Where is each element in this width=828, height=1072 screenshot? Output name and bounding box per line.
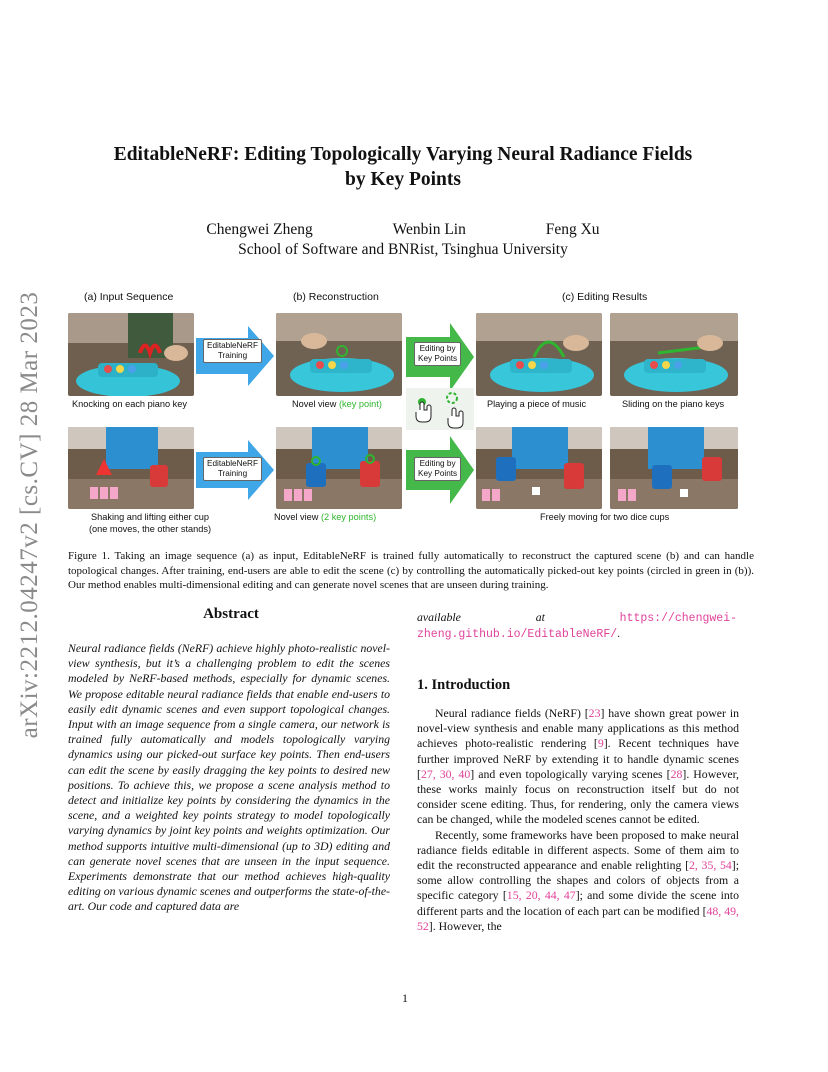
edit-label-row2 — [414, 457, 461, 481]
train-label-row2-line2: Training — [217, 469, 248, 478]
train-label-row1-line2: Training — [217, 351, 248, 360]
cap-row1-recon-green: (key point) — [338, 399, 382, 409]
photo-cups-edit1 — [476, 427, 602, 509]
photo-cups-novel-view — [276, 427, 402, 509]
citation-link[interactable]: 2, 35, 54 — [689, 858, 732, 873]
availability-suffix: . — [617, 626, 621, 641]
fig-head-editing: (c) Editing Results — [562, 291, 648, 303]
cap-row2-edit: Freely moving for two dice cups — [540, 512, 670, 522]
intro-body — [417, 706, 739, 934]
intro-p1-text-4: ] and even topologically varying scenes [ — [470, 766, 671, 781]
cap-row1-recon-prefix: Novel view — [292, 399, 339, 409]
intro-paragraph-2 — [417, 828, 739, 934]
intro-heading: 1. Introduction — [417, 677, 511, 693]
citation-link[interactable]: 48, 49, 52 — [417, 903, 739, 933]
arxiv-stamp-text: arXiv:2212.04247v2 [cs.CV] 28 Mar 2023 — [16, 291, 43, 739]
arxiv-stamp — [10, 270, 50, 760]
edit-label-row1-line2: Key Points — [418, 354, 458, 363]
cap-row2-input-line2: (one moves, the other stands) — [88, 523, 212, 534]
title-line-2: by Key Points — [345, 169, 461, 190]
photo-piano-novel-view — [276, 313, 402, 396]
page-number: 1 — [402, 991, 408, 1005]
photo-piano-edit-music — [476, 313, 602, 396]
intro-p1-text-3: ]. Recent techniques have further improved NeRF by extending it to handle dynamic scenes [ — [417, 736, 739, 781]
cap-row2-recon-green: (2 key points) — [320, 512, 377, 522]
author-2: Wenbin Lin — [392, 221, 466, 238]
intro-p1-text-2: ] have shown great power in novel-view synthesis and enable many applications as this method achieves photo-realistic rendering [ — [417, 706, 739, 751]
cap-row2-recon — [274, 512, 376, 524]
intro-p1-text-5: ]. However, these works mainly focus on reconstruction itself but do not consider scene editing. Thus, for rendering, only the camera views can be changed, while the modeled scenes cannot be edited. — [417, 766, 739, 827]
photo-piano-input — [68, 313, 194, 396]
paper-title — [60, 142, 746, 192]
cap-row1-edit1: Playing a piece of music — [487, 399, 587, 409]
photo-cups-input — [68, 427, 194, 509]
cap-row1-edit2: Sliding on the piano keys — [622, 399, 725, 409]
citation-link[interactable]: 15, 20, 44, 47 — [506, 888, 576, 903]
intro-p2-text-2: ]; some allow controlling the shapes and colors of objects from a specific category [ — [417, 858, 739, 903]
intro-p1-text-1: Neural radiance fields (NeRF) [ — [435, 706, 589, 720]
intro-p2-text-3: ]; and some divide the scene into different parts and the location of each part can be modified [ — [417, 888, 739, 918]
intro-p2-text-4: ]. However, the — [428, 918, 502, 933]
citation-link[interactable]: 23 — [588, 706, 601, 720]
project-url-link[interactable]: https://chengwei-zheng.github.io/EditableNeRF/ — [417, 612, 737, 642]
drag-hand-icon — [406, 388, 474, 430]
author-block — [60, 220, 746, 260]
fig-head-reconstruction: (b) Reconstruction — [293, 291, 379, 303]
photo-cups-edit2 — [610, 427, 738, 509]
title-line-1: EditableNeRF: Editing Topologically Varying Neural Radiance Fields — [113, 144, 693, 165]
edit-label-row2-line1: Editing by — [419, 459, 456, 468]
fig-head-input: (a) Input Sequence — [84, 291, 174, 303]
citation-link[interactable]: 9 — [597, 736, 604, 751]
author-1: Chengwei Zheng — [206, 221, 313, 238]
availability-prefix: available at — [417, 610, 620, 624]
abstract-heading: Abstract — [203, 606, 259, 622]
citation-link[interactable]: 27, 30, 40 — [420, 766, 471, 781]
figure-caption: Figure 1. Taking an image sequence (a) as input, EditableNeRF is trained fully automatically to reconstruct the captured scene (b) and can handle topological changes. After training, end-users are able to edit the scene (c) by controlling the automatically picked-out key points (circled in green in (b)). Our method enables multi-dimensional editing and can generate novel scenes that are unseen during training. — [68, 550, 754, 592]
affiliation: School of Software and BNRist, Tsinghua University — [238, 241, 568, 258]
cap-row2-recon-prefix: Novel view — [274, 512, 321, 522]
intro-p2-text-1: Recently, some frameworks have been proposed to make neural radiance fields editable in different aspects. Some of them aim to edit the reconstructed appearance and enable relighting [ — [417, 827, 739, 873]
edit-label-row1-line1: Editing by — [419, 344, 456, 353]
train-label-row1 — [203, 339, 262, 363]
photo-piano-edit-slide — [610, 313, 738, 396]
edit-label-row2-line2: Key Points — [418, 469, 458, 478]
cap-row2-input — [70, 512, 230, 535]
train-label-row2 — [203, 457, 262, 481]
author-3: Feng Xu — [545, 221, 600, 238]
availability-line — [417, 610, 737, 642]
cap-row1-recon — [292, 399, 382, 411]
edit-label-row1 — [414, 342, 461, 366]
train-label-row1-line1: EditableNeRF — [207, 341, 258, 350]
train-label-row2-line1: EditableNeRF — [207, 459, 258, 468]
cap-row2-input-line1: Shaking and lifting either cup — [91, 512, 209, 522]
cap-row1-input: Knocking on each piano key — [72, 399, 187, 409]
intro-paragraph-1 — [417, 706, 739, 828]
citation-link[interactable]: 28 — [670, 766, 683, 781]
abstract-text: Neural radiance fields (NeRF) achieve highly photo-realistic novel-view synthesis, but it’s a challenging problem to edit the scenes modeled by NeRF-based methods, especially for dynamic scenes. We propose editable neural radiance fields that enable end-users to easily edit dynamic scenes and even support topological changes. Input with an image sequence from a single camera, our network is trained fully automatically and models topologically varying dynamics using our picked-out surface key points. Then end-users can edit the scene by easily dragging the key points to desired new positions. To achieve this, we propose a scene analysis method to detect and initialize key points by considering the dynamics in the scene, and a weighted key points strategy to model topologically varying dynamics by joint key points and weights optimization. Our method supports intuitive multi-dimensional (up to 3D) editing and can generate novel scenes that are unseen in the input sequence. Experiments demonstrate that our method achieves high-quality editing on various dynamic scenes and outperforms the state-of-the-art. Our code and captured data are — [68, 641, 390, 914]
